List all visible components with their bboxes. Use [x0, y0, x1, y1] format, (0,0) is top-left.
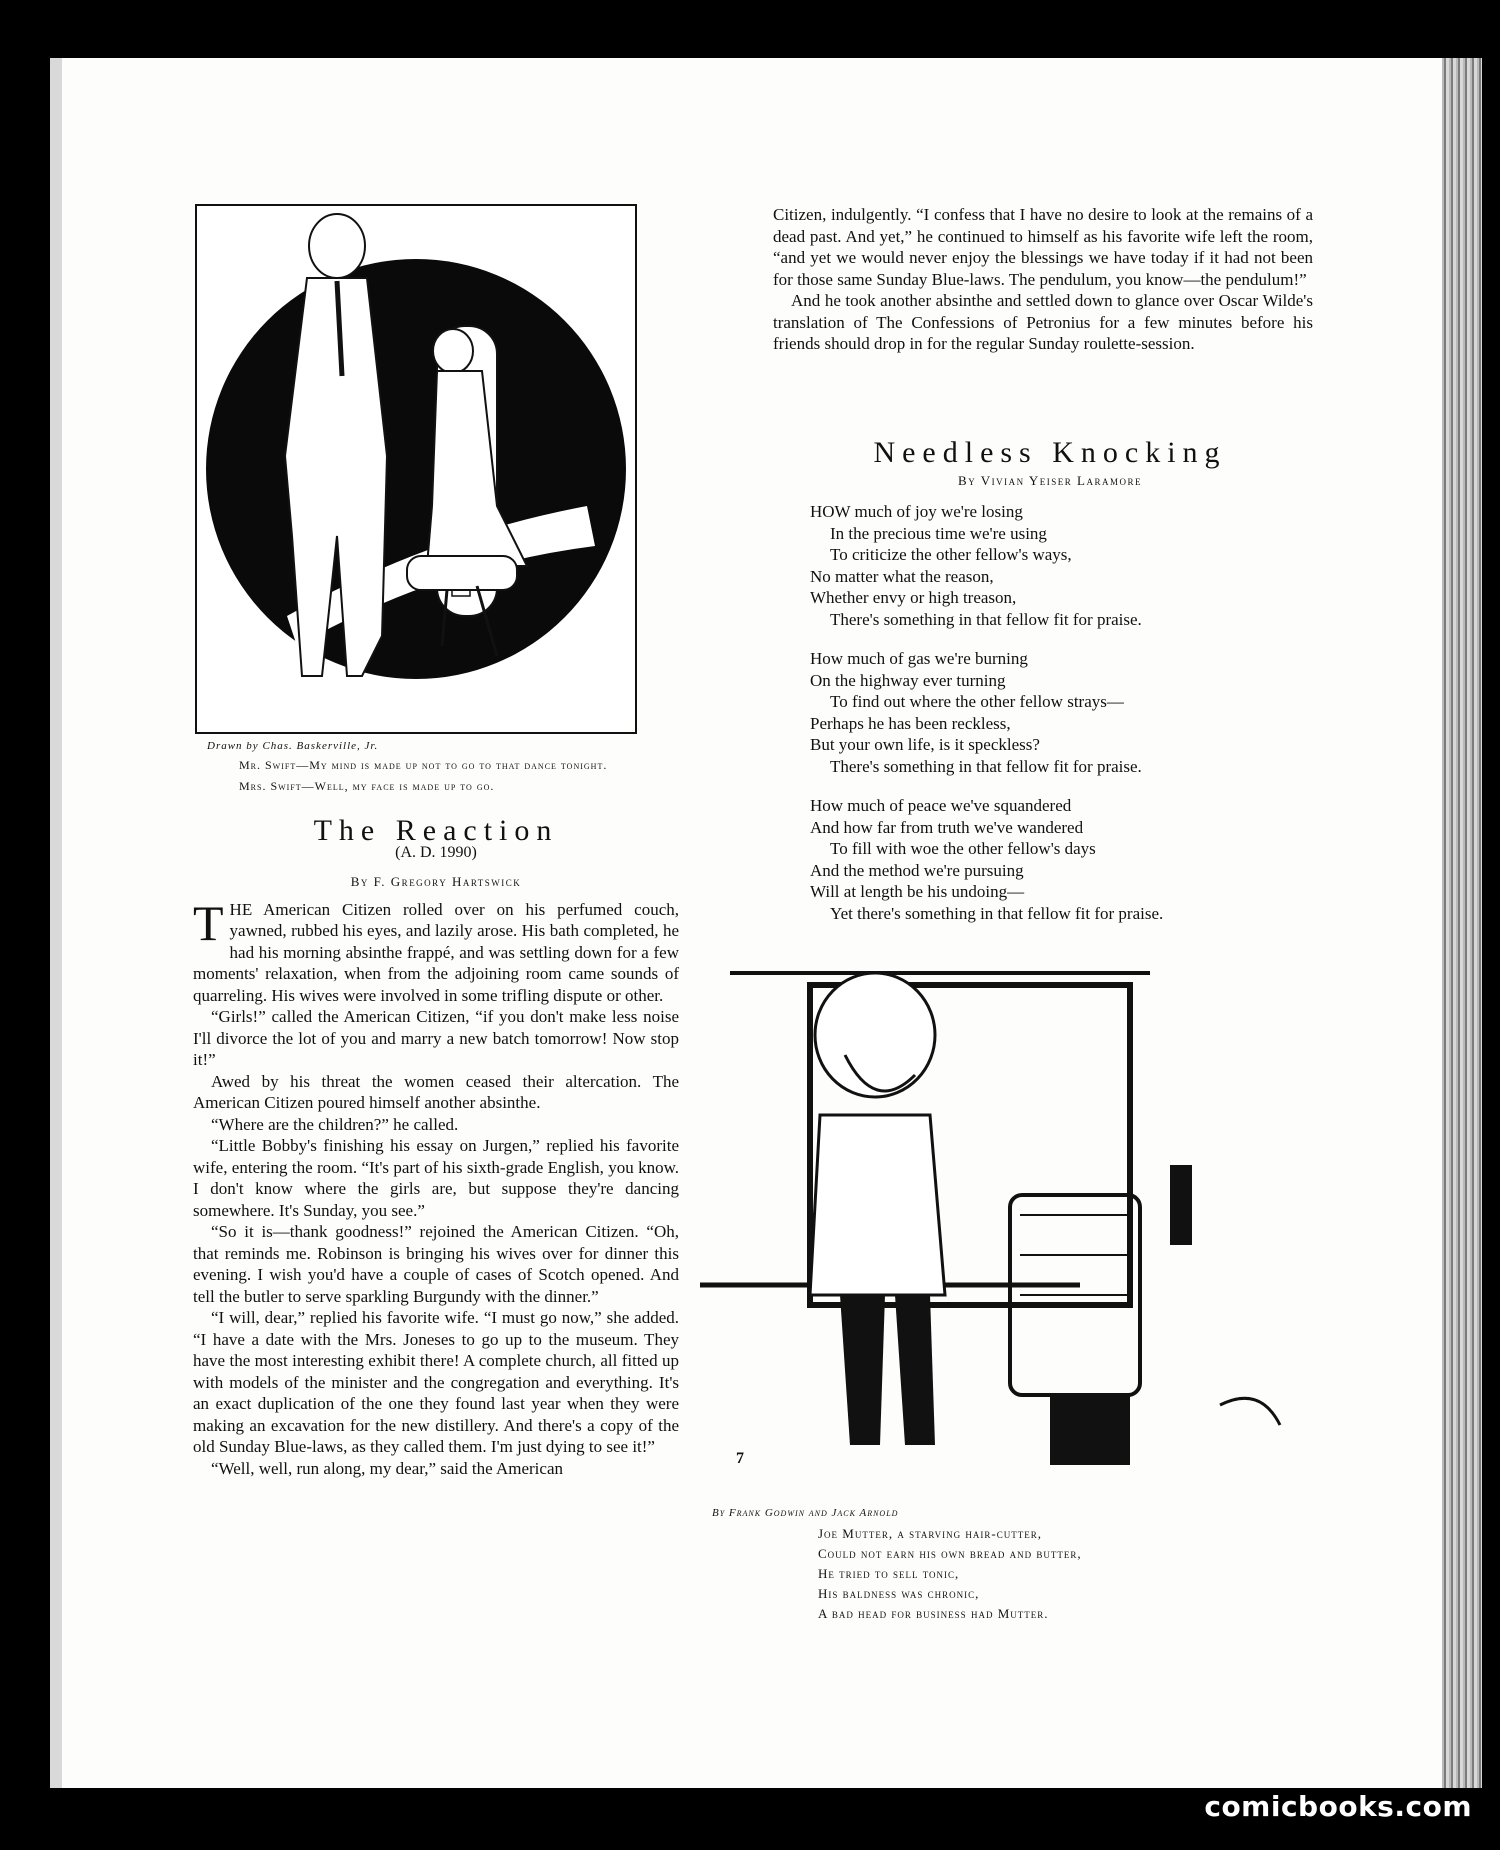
poem-line: There's something in that fellow fit for praise. — [830, 756, 1142, 776]
article-paragraph: “Well, well, run along, my dear,” said the American — [211, 1458, 563, 1478]
site-watermark[interactable]: comicbooks.com — [1204, 1790, 1472, 1823]
article-paragraph: “So it is—thank goodness!” rejoined the American Citizen. “Oh, that reminds me. Robinson is bringing his wives over for dinner this evening. I wish you'd have a couple of cases of Scotch opened. And tell the butler to serve sparkling Burgundy with the dinner.” — [193, 1222, 679, 1306]
article-paragraph: Awed by his threat the women ceased their altercation. The American Citizen poured himself another absinthe. — [193, 1071, 679, 1112]
poem-line: To fill with woe the other fellow's days — [830, 839, 1096, 858]
poem-stanza — [810, 648, 1290, 777]
article-subtitle: (A. D. 1990) — [395, 843, 477, 861]
article-paragraph: “Girls!” called the American Citizen, “if you don't make less noise I'll divorce the lot of you and marry a new batch tomorrow! Now stop it!” — [193, 1007, 679, 1069]
verse-line: His baldness was chronic, — [818, 1586, 980, 1601]
verse-line: He tried to sell tonic, — [818, 1566, 960, 1581]
page-number: 7 — [736, 1450, 744, 1467]
verse-line: A bad head for business had Mutter. — [818, 1606, 1049, 1621]
article-paragraph: “Where are the children?” he called. — [211, 1114, 459, 1134]
poem-line: Perhaps he has been reckless, — [810, 713, 1011, 733]
article-paragraph: “Little Bobby's finishing his essay on Jurgen,” replied his favorite wife, entering the room. “It's part of his sixth-grade English, you know. I don't know where the girls are, but suppose they're dancing somewhere. It's Sunday, you see.” — [193, 1136, 679, 1220]
reaction-continuation — [773, 204, 1313, 355]
caption-line-2: Mrs. Swift—Well, my face is made up to go. — [239, 779, 495, 793]
article-paragraph: Citizen, indulgently. “I confess that I have no desire to look at the remains of a dead past. And yet,” he continued to himself as his favorite wife left the room, “and yet we would never enjoy the blessings we have today if it had not been for those same Sunday Blue-laws. The pendulum, you know—the pendulum!” — [773, 205, 1313, 289]
poem-stanza — [810, 501, 1290, 630]
poem-line: No matter what the reason, — [810, 566, 994, 586]
poem-line: On the highway ever turning — [810, 670, 1006, 690]
poem-line: But your own life, is it speckless? — [810, 735, 1040, 754]
article-title: The Reaction — [313, 814, 559, 847]
poem-line: Will at length be his undoing— — [810, 882, 1025, 901]
article-paragraph: “I will, dear,” replied his favorite wife. “I must go now,” she added. “I have a date with the Mrs. Joneses to go up to the museum. They have the most interesting exhibit there! A complete church, all fitted up with models of the minister and the congregation and everything. It's an exact duplication of the one they found last year when they were making an excavation for the new distillery. And there's a copy of the old Sunday Blue-laws, as they called them. I'm just dying to see it!” — [193, 1308, 679, 1456]
poem-line: Whether envy or high treason, — [810, 588, 1017, 607]
illustration-caption — [207, 758, 637, 794]
drop-cap: T — [193, 894, 224, 951]
illustration-credit: Drawn by Chas. Baskerville, Jr. — [207, 740, 379, 752]
poem-line: HOW much of joy we're losing — [810, 502, 1023, 521]
article-byline: By F. Gregory Hartswick — [350, 874, 522, 889]
illustration-barber — [700, 965, 1310, 1500]
barber-credit: By Frank Godwin and Jack Arnold — [712, 1507, 899, 1519]
poem-stanza — [810, 795, 1290, 924]
poem-needless-knocking — [810, 436, 1290, 924]
poem-line: How much of gas we're burning — [810, 649, 1028, 668]
barber-verse — [818, 1524, 1082, 1624]
poem-line: How much of peace we've squandered — [810, 796, 1072, 815]
poem-line: To find out where the other fellow strays— — [830, 692, 1124, 711]
poem-line: In the precious time we're using — [830, 523, 1047, 543]
poem-line: To criticize the other fellow's ways, — [830, 545, 1072, 564]
verse-line: Joe Mutter, a starving hair-cutter, — [818, 1526, 1042, 1541]
article-paragraph: THE American Citizen rolled over on his perfumed couch, yawned, rubbed his eyes, and lazily arose. His bath completed, he had his morning absinthe frappé, and was settling down for a few moments' relaxation, when from the adjoining room came sounds of quarreling. His wives were involved in some trifling dispute or other. — [193, 894, 679, 1005]
page-edges — [1442, 58, 1482, 1788]
caption-line-1: Mr. Swift—My mind is made up not to go to that dance tonight. — [239, 758, 608, 772]
poem-line: Yet there's something in that fellow fit for praise. — [830, 903, 1164, 923]
poem-line: And the method we're pursuing — [810, 860, 1024, 880]
poem-title: Needless Knocking — [873, 436, 1227, 469]
couple-drawing — [197, 206, 635, 732]
article-paragraph: And he took another absinthe and settled down to glance over Oscar Wilde's translation of The Confessions of Petronius for a few minutes before his friends should drop in for the regular Sunday roulette-session. — [773, 291, 1313, 353]
poem-line: And how far from truth we've wandered — [810, 817, 1084, 837]
barber-drawing — [700, 965, 1310, 1500]
verse-line: Could not earn his own bread and butter, — [818, 1546, 1082, 1561]
poem-byline: By Vivian Yeiser Laramore — [958, 472, 1142, 488]
reaction-article — [193, 814, 679, 1479]
illustration-couple — [195, 204, 637, 734]
poem-line: There's something in that fellow fit for praise. — [830, 609, 1142, 629]
book-spine — [50, 58, 62, 1788]
